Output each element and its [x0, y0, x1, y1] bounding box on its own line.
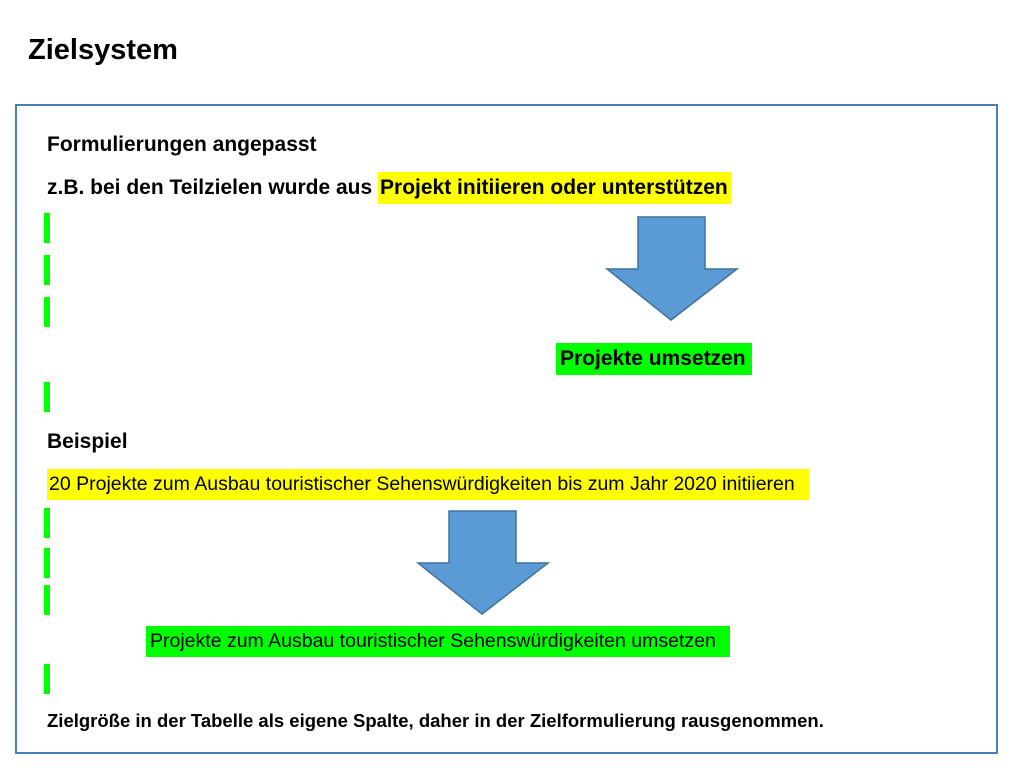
example-text — [47, 475, 809, 495]
green-marker-7 — [44, 585, 50, 615]
footer-note: Zielgröße in der Tabelle als eigene Spalte, daher in der Zielformulierung rausgenommen. — [47, 710, 824, 731]
down-arrow-2-icon — [416, 510, 550, 616]
highlight-example-text: 20 Projekte zum Ausbau touristischer Sehenswürdigkeiten bis zum Jahr 2020 initiieren — [47, 469, 809, 500]
down-arrow-1-icon — [605, 216, 739, 322]
highlight-projekt-initiieren: Projekt initiieren oder unterstützen — [378, 172, 731, 204]
green-marker-2 — [44, 255, 50, 285]
slide-title: Zielsystem — [28, 34, 178, 66]
highlight-projekte-umsetzen: Projekte umsetzen — [556, 343, 752, 375]
green-marker-5 — [44, 508, 50, 538]
green-marker-6 — [44, 548, 50, 578]
heading-formulierungen: Formulierungen angepasst — [47, 133, 317, 156]
result-projekte-umsetzen — [556, 348, 752, 369]
line-teilziele — [47, 177, 731, 198]
heading-beispiel: Beispiel — [47, 430, 128, 453]
highlight-result-example: Projekte zum Ausbau touristischer Sehenswürdigkeiten umsetzen — [146, 626, 730, 657]
green-marker-4 — [44, 382, 50, 412]
green-marker-8 — [44, 664, 50, 694]
result-example — [146, 632, 730, 652]
line-teilziele-prefix: z.B. bei den Teilzielen wurde aus — [47, 176, 379, 199]
green-marker-1 — [44, 213, 50, 243]
green-marker-3 — [44, 297, 50, 327]
